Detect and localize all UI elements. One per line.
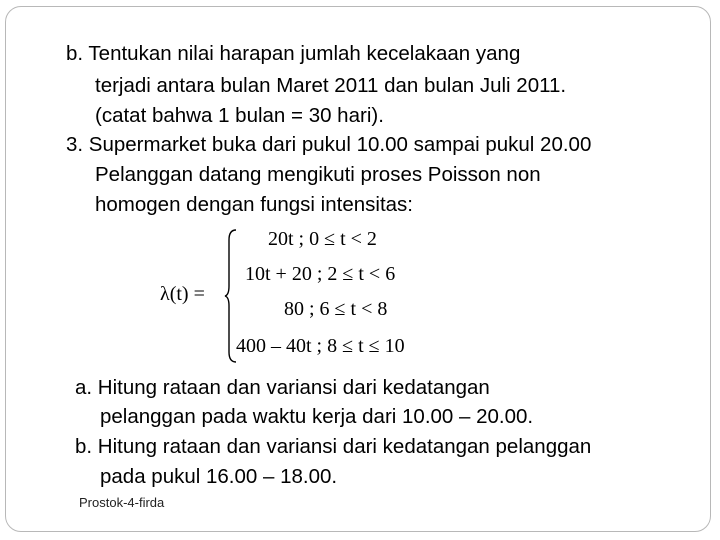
text-line-2: terjadi antara bulan Maret 2011 dan bulan Juli 2011. — [95, 74, 567, 97]
slide-footer: Prostok-4-firda — [79, 495, 165, 510]
text-line-1: b. Tentukan nilai harapan jumlah kecelakaan yang — [66, 42, 521, 65]
text-line-6: homogen dengan fungsi intensitas: — [95, 193, 413, 216]
formula-case-3: 80 ; 6 ≤ t < 8 — [284, 298, 388, 320]
text-line-4: 3. Supermarket buka dari pukul 10.00 sampai pukul 20.00 — [66, 133, 592, 156]
formula-lhs: λ(t) = — [160, 283, 205, 305]
intensity-function-formula — [158, 222, 438, 367]
formula-case-2: 10t + 20 ; 2 ≤ t < 6 — [245, 263, 396, 285]
question-line-2: pelanggan pada waktu kerja dari 10.00 – 20.00. — [100, 405, 534, 428]
question-line-3: b. Hitung rataan dan variansi dari kedatangan pelanggan — [75, 435, 592, 458]
text-line-5: Pelanggan datang mengikuti proses Poisson non — [95, 163, 541, 186]
text-line-3: (catat bahwa 1 bulan = 30 hari). — [95, 104, 384, 127]
question-line-1: a. Hitung rataan dan variansi dari kedatangan — [75, 376, 490, 399]
formula-case-1: 20t ; 0 ≤ t < 2 — [268, 228, 377, 250]
formula-case-4: 400 – 40t ; 8 ≤ t ≤ 10 — [236, 335, 405, 357]
question-line-4: pada pukul 16.00 – 18.00. — [100, 465, 338, 488]
